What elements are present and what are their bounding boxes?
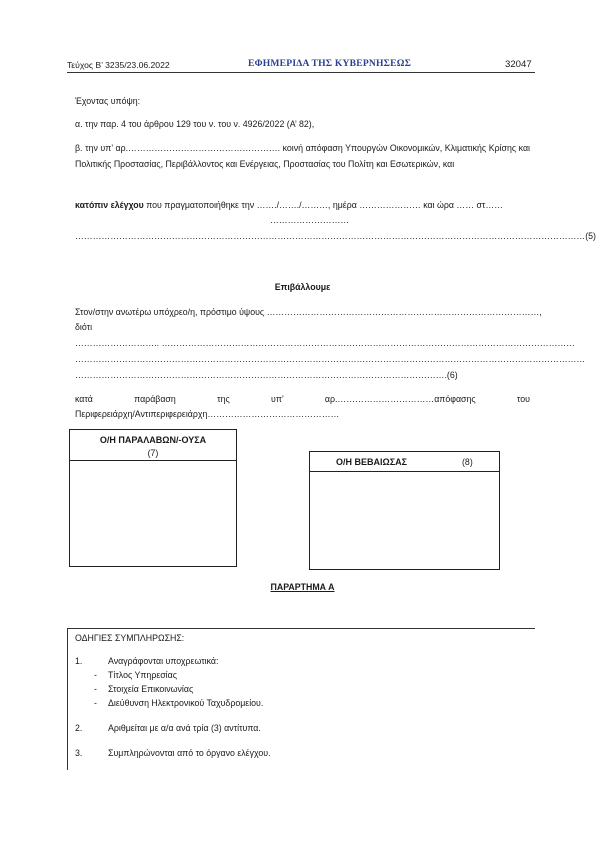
item-b: β. την υπ’ αρ.……………………………………………. κοινή απόφαση Υπουργών Οικονομικών, Κλιματικής Κρίσης και Πολιτικής Προστασίας, Περιβάλλοντος και Ενέργειας, Προστασίας του Πολίτη και Εσωτερικών, και (75, 143, 530, 169)
recipient-note: (7) (147, 448, 159, 458)
instruction-text-2: Αριθμείται με α/α ανά τρία (3) αντίτυπα. (108, 723, 261, 733)
bullet-3: - (94, 698, 97, 708)
instructions-heading: ΟΔΗΓΙΕΣ ΣΥΜΠΛΗΡΩΣΗΣ: (75, 633, 185, 643)
after-check-line1 (75, 198, 530, 213)
page-number: 32047 (505, 59, 532, 70)
violation-line2: Περιφερειάρχη/Αντιπεριφερειάρχη……………………………………… (75, 409, 340, 419)
bullet-2: - (94, 684, 97, 694)
certifier-note: (8) (462, 457, 473, 467)
certifier-title: Ο/Η ΒΕΒΑΙΩΣΑΣ (336, 457, 408, 467)
impose-line1: Στον/στην ανωτέρω υπόχρεο/η, πρόστιμο ύψους …………………………………………………………………………………, (75, 307, 542, 317)
because-line3: ……………………………………………………………………………………………………………….(6) (75, 370, 458, 380)
after-check-bold: κατόπιν ελέγχου (75, 200, 144, 210)
violation-line1: κατά παράβαση της υπ’ αρ.……………………………απόφασης του (75, 394, 530, 404)
sub-item-1: Τίτλος Υπηρεσίας (108, 670, 177, 680)
gazette-title: ΕΦΗΜΕΡΙΔΑ ΤΗΣ ΚΥΒΕΡΝΗΣΕΩΣ (248, 58, 412, 69)
impose-heading: Επιβάλλουμε (274, 282, 331, 292)
because-line1: ……………………….. …………………………………………………………………………………………………………………………… (75, 338, 575, 348)
recipient-divider (70, 460, 236, 461)
recipient-signature-box (69, 429, 237, 567)
instruction-text-3: Συμπληρώνονται από το όργανο ελέγχου. (108, 748, 271, 758)
sub-item-3: Διεύθυνση Ηλεκτρονικού Ταχυδρομείου. (108, 698, 264, 708)
instruction-number-3: 3. (75, 748, 83, 758)
sub-item-2: Στοιχεία Επικοινωνίας (108, 684, 194, 694)
after-check-text: που πραγματοποιήθηκε την ……./……./………, ημέρα ………………… και ώρα …… στ…… (143, 200, 503, 210)
having-regard-label: Έχοντας υπόψη: (75, 96, 141, 106)
instruction-number-2: 2. (75, 723, 83, 733)
after-check-line3: …………………………………………………………………………………………………………………………………………………………(5) (75, 231, 596, 241)
because-line2: ………………………………………………………………………………………………………………………………………………………… (75, 354, 586, 364)
recipient-title: Ο/Η ΠΑΡΑΛΑΒΩΝ/-ΟΥΣΑ (99, 435, 207, 445)
annex-left-rule (67, 628, 68, 770)
instruction-number-1: 1. (75, 656, 83, 666)
item-a: α. την παρ. 4 του άρθρου 129 του ν. του ν. 4926/2022 (Α’ 82), (75, 119, 315, 129)
issue-reference: Τεύχος Β’ 3235/23.06.2022 (67, 60, 170, 70)
certifier-divider (310, 471, 499, 472)
instruction-text-1: Αναγράφονται υποχρεωτικά: (108, 656, 219, 666)
bullet-1: - (94, 670, 97, 680)
annex-title: ΠΑΡΑΡΤΗΜΑ Α (270, 582, 335, 592)
after-check-line2: ……………………… (270, 215, 350, 225)
because-label: διότι (75, 322, 93, 332)
header-rule (67, 72, 535, 73)
certifier-signature-box (309, 451, 500, 570)
annex-top-rule (67, 628, 535, 629)
